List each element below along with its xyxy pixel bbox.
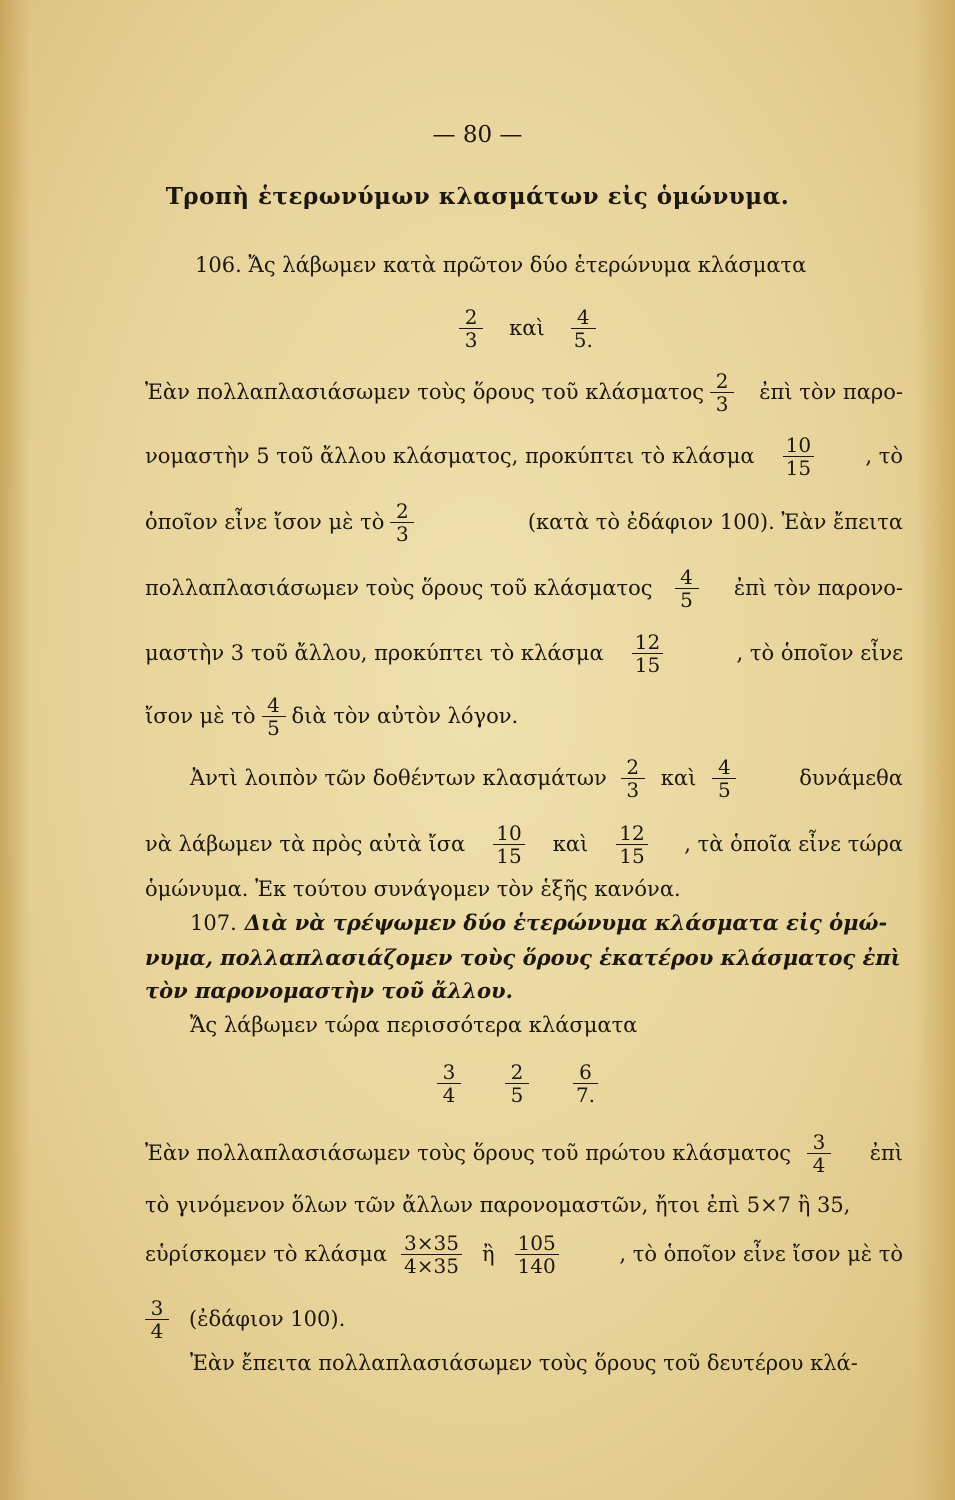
paragraph-106-line-11: ὁμώνυμα. Ἐκ τούτου συνάγομεν τὸν ἑξῆς κανόνα. (145, 877, 681, 901)
fraction-3x35-4x35: $\frac{3\times 35}{4\times 35}$ (401, 1232, 462, 1277)
page-edge-right (915, 0, 955, 1500)
paragraph-107-line-7: τὸ γινόμενον ὅλων τῶν ἄλλων παρονομαστῶν, ἤτοι ἐπὶ 5×7 ἢ 35, (145, 1193, 851, 1217)
fraction-105-140: $\frac{105}{140}$ (515, 1232, 559, 1277)
paragraph-106-line-5: ὁποῖον εἶνε ἴσον μὲ τὸ $\frac{2}{3}$ (κατὰ τὸ ἐδάφιον 100). Ἐὰν ἔπειτα (145, 498, 903, 546)
fraction-3-4-ref: $\frac{3}{4}$ (145, 1297, 169, 1342)
paragraph-106-line-6: πολλαπλασιάσωμεν τοὺς ὅρους τοῦ κλάσματος $\frac{4}{5}$ ἐπὶ τὸν παρονο- (145, 564, 903, 612)
fraction-12-15: $\frac{12}{15}$ (632, 631, 663, 676)
fraction-4-5-given: $\frac{4}{5}$ (712, 756, 736, 801)
paragraph-106-line-7: μαστὴν 3 τοῦ ἄλλου, προκύπτει τὸ κλάσμα $\frac{12}{15}$ , τὸ ὁποῖον εἶνε (145, 629, 903, 677)
fraction-2-3-given: $\frac{2}{3}$ (621, 756, 645, 801)
paragraph-106-line-8: ἴσον μὲ τὸ $\frac{4}{5}$ διὰ τὸν αὐτὸν λόγον. (145, 692, 519, 740)
fraction-4-5: $\frac{4}{5.}$ (571, 306, 596, 351)
fraction-2-3-ref: $\frac{2}{3}$ (390, 500, 414, 545)
paragraph-107-line-6: Ἐὰν πολλαπλασιάσωμεν τοὺς ὅρους τοῦ πρώτου κλάσματος $\frac{3}{4}$ ἐπὶ (145, 1129, 903, 1177)
page-edge-left (0, 0, 30, 1500)
page-number: — 80 — (432, 122, 523, 148)
fraction-6-7: $\frac{6}{7.}$ (573, 1061, 598, 1106)
paragraph-107-rule-line-3: τὸν παρονομαστὴν τοῦ ἄλλου. (145, 978, 513, 1003)
fraction-10-15: $\frac{10}{15}$ (783, 434, 814, 479)
fraction-2-5: $\frac{2}{5}$ (505, 1061, 529, 1106)
paragraph-106-line-10: νὰ λάβωμεν τὰ πρὸς αὐτὰ ἴσα $\frac{10}{15}$ καὶ $\frac{12}{15}$ , τὰ ὁποῖα εἶνε τώρα (145, 820, 903, 868)
paragraph-106-line-3: Ἐὰν πολλαπλασιάσωμεν τοὺς ὅρους τοῦ κλάσματος $\frac{2}{3}$ ἐπὶ τὸν παρο- (145, 368, 903, 416)
fraction-4-5-ref: $\frac{4}{5}$ (262, 694, 286, 739)
fraction-4-5-inline: $\frac{4}{5}$ (675, 566, 699, 611)
paragraph-107-line-9: $\frac{3}{4}$ (ἐδάφιον 100). (145, 1293, 903, 1345)
fraction-2-3-inline: $\frac{2}{3}$ (710, 370, 734, 415)
fraction-triple-display (380, 1058, 655, 1108)
paragraph-107-rule-line-1: 107. Διὰ νὰ τρέψωμεν δύο ἑτερώνυμα κλάσματα εἰς ὁμώ- (190, 910, 888, 935)
paragraph-107-line-4: Ἄς λάβωμεν τώρα περισσότερα κλάσματα (190, 1013, 638, 1037)
fraction-3-4-inline: $\frac{3}{4}$ (807, 1131, 831, 1176)
paragraph-106-line-1: 106. Ἄς λάβωμεν κατὰ πρῶτον δύο ἑτερώνυμα κλάσματα (195, 253, 807, 277)
paragraph-106-line-9: Ἀντὶ λοιπὸν τῶν δοθέντων κλασμάτων $\frac{2}{3}$ καὶ $\frac{4}{5}$ δυνάμεθα (190, 754, 903, 802)
section-title: Τροπὴ ἑτερωνύμων κλασμάτων εἰς ὁμώνυμα. (165, 183, 790, 210)
fraction-10-15-equal: $\frac{10}{15}$ (493, 822, 524, 867)
paragraph-107-line-8: εὑρίσκομεν τὸ κλάσμα $\frac{3\times 35}{4\times 35}$ ἢ $\frac{105}{140}$ , τὸ ὁποῖον εἶνε ἴσον μὲ τὸ (145, 1230, 903, 1278)
paragraph-107-line-10: Ἐὰν ἔπειτα πολλαπλασιάσωμεν τοὺς ὅρους τοῦ δευτέρου κλά- (190, 1351, 858, 1375)
fraction-pair-display: $\frac{2}{3}$ καὶ $\frac{4}{5.}$ (400, 303, 655, 353)
fraction-12-15-equal: $\frac{12}{15}$ (616, 822, 647, 867)
fraction-2-3: $\frac{2}{3}$ (459, 306, 483, 351)
fraction-3-4: $\frac{3}{4}$ (437, 1061, 461, 1106)
paragraph-107-rule-line-2: νυμα, πολλαπλασιάζομεν τοὺς ὅρους ἑκατέρου κλάσματος ἐπὶ (145, 945, 901, 970)
paragraph-106-line-4: νομαστὴν 5 τοῦ ἄλλου κλάσματος, προκύπτει τὸ κλάσμα $\frac{10}{15}$ , τὸ (145, 432, 903, 480)
